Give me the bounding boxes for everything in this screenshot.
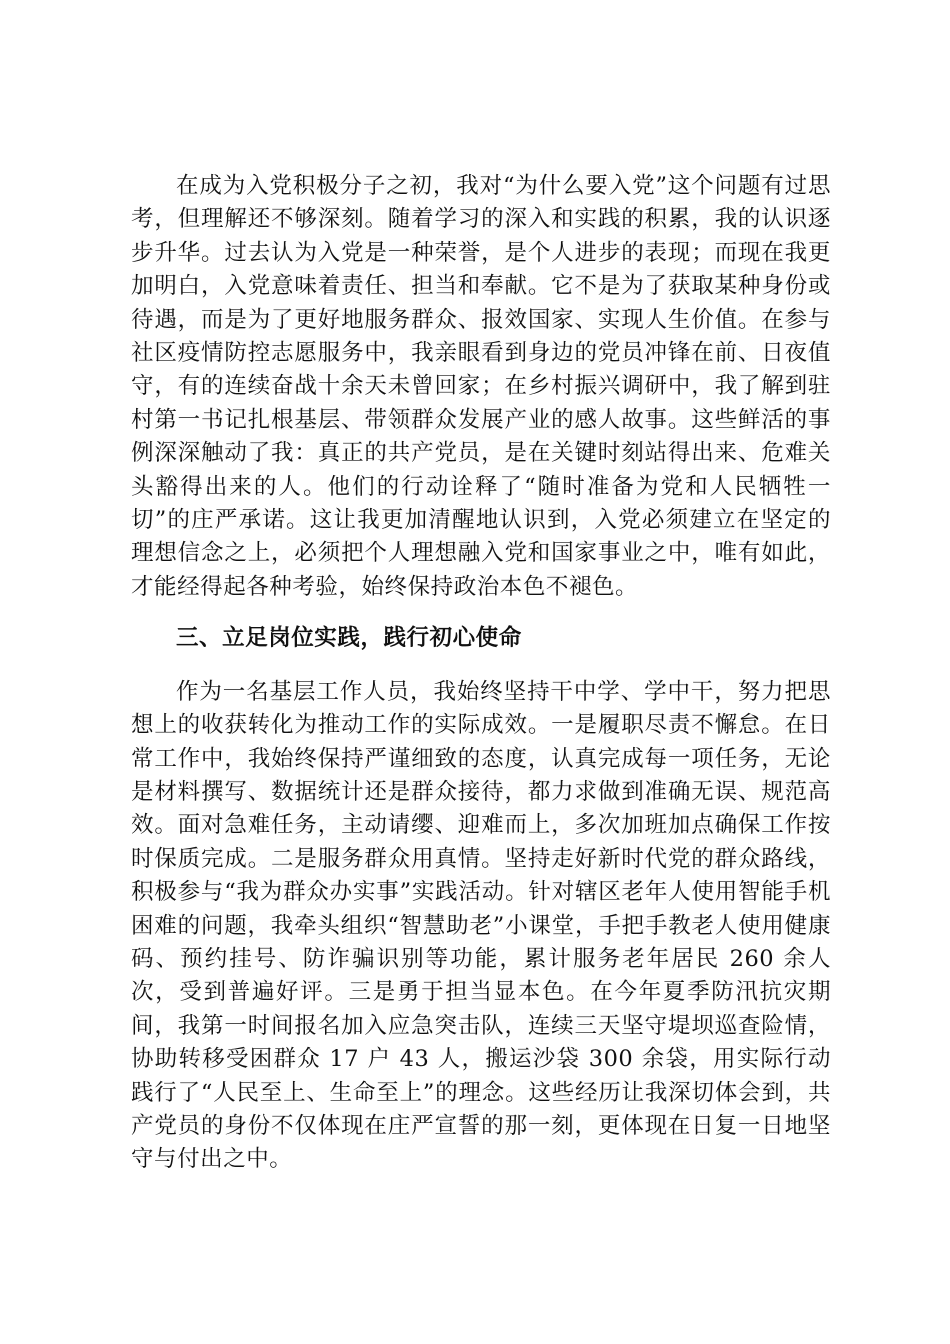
- document-page: [131, 170, 831, 1177]
- section-heading: 三、立足岗位实践，践行初心使命: [176, 625, 522, 652]
- body-paragraph-1: 在成为入党积极分子之初，我对“为什么要入党”这个问题有过思考，但理解还不够深刻。随着学习的深入和实践的积累，我的认识逐步升华。过去认为入党是一种荣誉，是个人进步的表现；而现在我更加明白，入党意味着责任、担当和奉献。它不是为了获取某种身份或待遇，而是为了更好地服务群众、报效国家、实现人生价值。在参与社区疫情防控志愿服务中，我亲眼看到身边的党员冲锋在前、日夜值守，有的连续奋战十余天未曾回家；在乡村振兴调研中，我了解到驻村第一书记扎根基层、带领群众发展产业的感人故事。这些鲜活的事例深深触动了我：真正的共产党员，是在关键时刻站得出来、危难关头豁得出来的人。他们的行动诠释了“随时准备为党和人民牺牲一切”的庄严承诺。这让我更加清醒地认识到，入党必须建立在坚定的理想信念之上，必须把个人理想融入党和国家事业之中，唯有如此，才能经得起各种考验，始终保持政治本色不褪色。: [131, 173, 831, 600]
- body-paragraph-2: 作为一名基层工作人员，我始终坚持干中学、学中干，努力把思想上的收获转化为推动工作的实际成效。一是履职尽责不懈怠。在日常工作中，我始终保持严谨细致的态度，认真完成每一项任务，无论是材料撰写、数据统计还是群众接待，都力求做到准确无误、规范高效。面对急难任务，主动请缨、迎难而上，多次加班加点确保工作按时保质完成。二是服务群众用真情。坚持走好新时代党的群众路线，积极参与“我为群众办实事”实践活动。针对辖区老年人使用智能手机困难的问题，我牵头组织“智慧助老”小课堂，手把手教老人使用健康码、预约挂号、防诈骗识别等功能，累计服务老年居民 260 余人次，受到普遍好评。三是勇于担当显本色。在今年夏季防汛抗灾期间，我第一时间报名加入应急突击队，连续三天坚守堤坝巡查险情，协助转移受困群众 17 户 43 人，搬运沙袋 300 余袋，用实际行动践行了“人民至上、生命至上”的理念。这些经历让我深切体会到，共产党员的身份不仅体现在庄严宣誓的那一刻，更体现在日复一日地坚守与付出之中。: [131, 678, 831, 1173]
